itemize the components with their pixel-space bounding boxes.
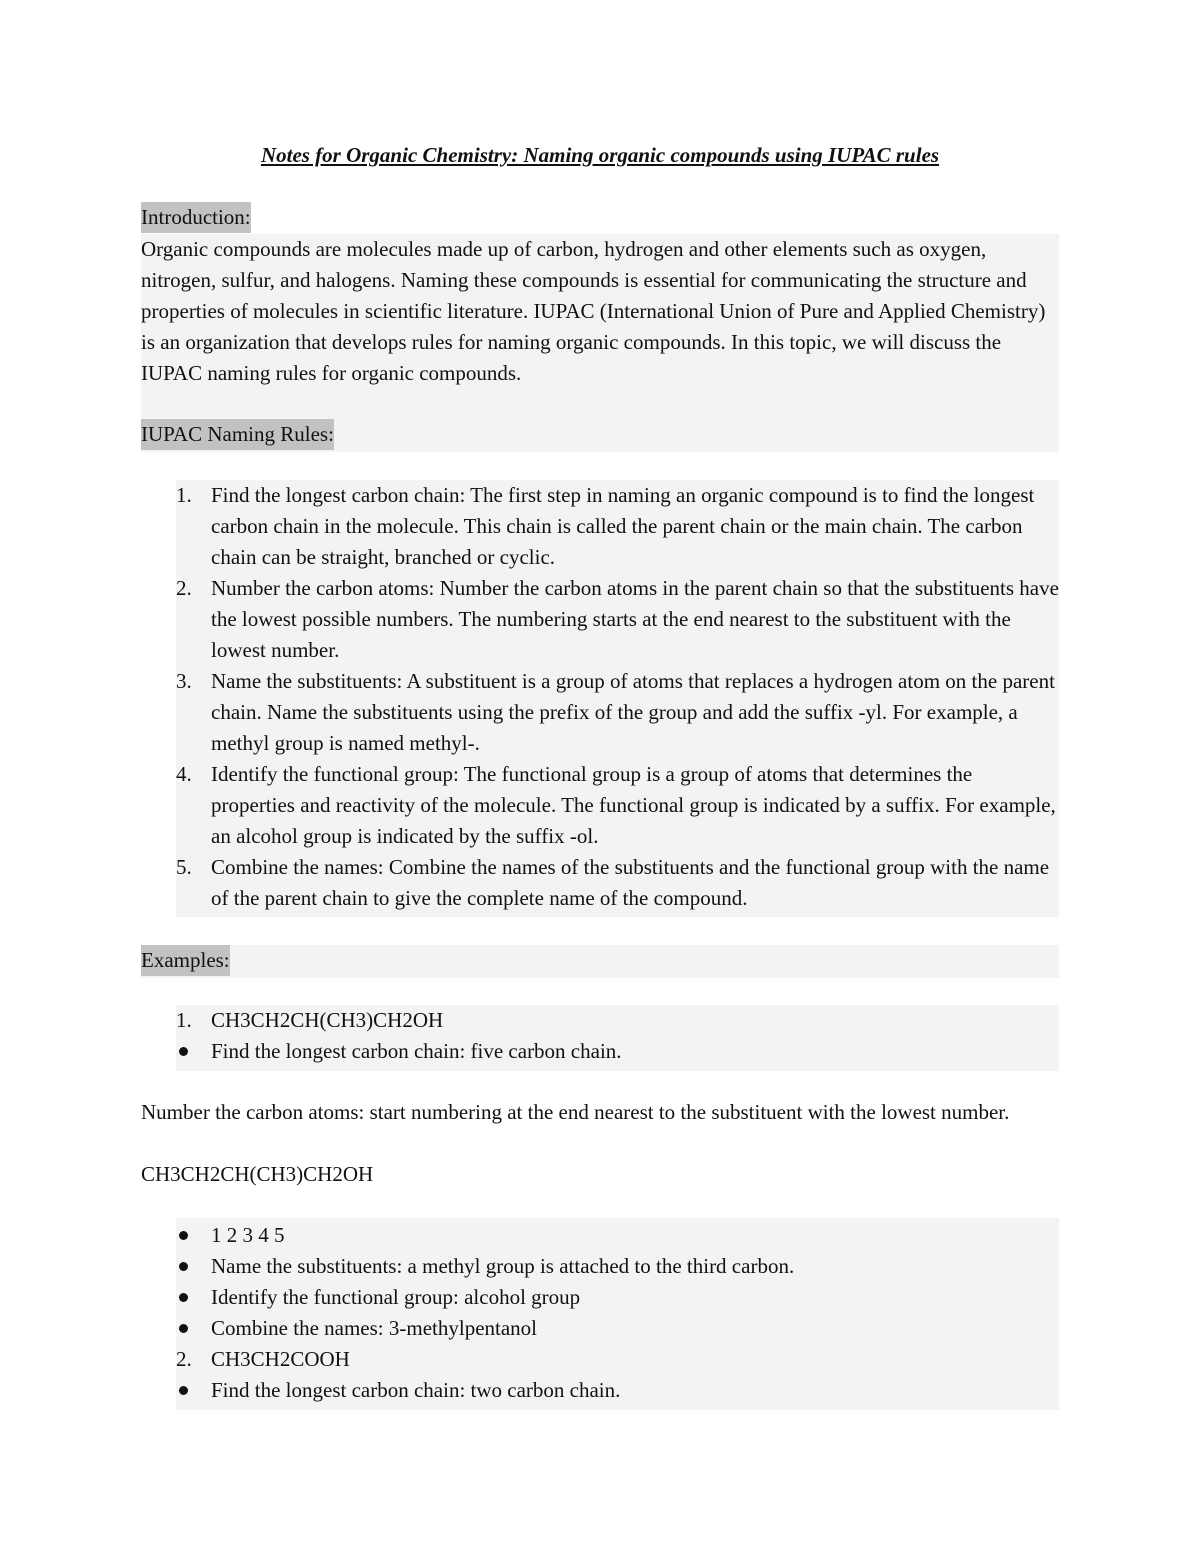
examples-list-1	[176, 1005, 1059, 1067]
bullet-icon	[179, 1324, 188, 1333]
list-item-text: Find the longest carbon chain: The first step in naming an organic compound is to find the longest carbon chain in the molecule. This chain is called the parent chain or the main chain. The carbon chain can be straight, branched or cyclic.	[211, 483, 1035, 569]
introduction-paragraph: Organic compounds are molecules made up of carbon, hydrogen and other elements such as oxygen, nitrogen, sulfur, and halogens. Naming these compounds is essential for communicating the structure and properties of molecules in scientific literature. IUPAC (International Union of Pure and Applied Chemistry) is an organization that develops rules for naming organic compounds. In this topic, we will discuss the IUPAC naming rules for organic compounds.	[141, 237, 1046, 385]
list-number: 1.	[176, 483, 192, 507]
list-item	[176, 1375, 1059, 1406]
list-item-text: Identify the functional group: The functional group is a group of atoms that determines the properties and reactivity of the molecule. The functional group is indicated by a suffix. For example, an alcohol group is indicated by the suffix -ol.	[211, 762, 1056, 848]
examples-list-2	[176, 1220, 1059, 1406]
list-item	[176, 1220, 1059, 1251]
list-number: 2.	[176, 1347, 192, 1371]
list-item	[176, 480, 1059, 573]
examples-heading: Examples:	[141, 945, 230, 976]
list-item-text: Find the longest carbon chain: five carbon chain.	[211, 1039, 622, 1063]
list-number: 5.	[176, 855, 192, 879]
rules-heading: IUPAC Naming Rules:	[141, 419, 334, 450]
list-number: 4.	[176, 762, 192, 786]
formula-line: CH3CH2CH(CH3)CH2OH	[141, 1162, 374, 1186]
list-item	[176, 1282, 1059, 1313]
list-item-text: Name the substituents: A substituent is a group of atoms that replaces a hydrogen atom on the parent chain. Name the substituents using the prefix of the group and add the suffix -yl. For example, a methyl group is named methyl-.	[211, 669, 1055, 755]
list-item-text: Identify the functional group: alcohol group	[211, 1285, 581, 1309]
bullet-icon	[179, 1231, 188, 1240]
examples-heading-shading	[141, 945, 1059, 978]
list-item-text: Name the substituents: a methyl group is attached to the third carbon.	[211, 1254, 795, 1278]
list-item-text: 1 2 3 4 5	[211, 1223, 285, 1247]
rules-list	[176, 480, 1059, 914]
list-item	[176, 573, 1059, 666]
bullet-icon	[179, 1047, 188, 1056]
list-item-text: CH3CH2COOH	[211, 1347, 350, 1371]
document-title: Notes for Organic Chemistry: Naming organic compounds using IUPAC rules	[260, 143, 940, 167]
list-item-text: Combine the names: Combine the names of the substituents and the functional group with the name of the parent chain to give the complete name of the compound.	[211, 855, 1050, 910]
list-item-text: Find the longest carbon chain: two carbon chain.	[211, 1378, 621, 1402]
list-number: 3.	[176, 669, 192, 693]
list-item	[176, 1036, 1059, 1067]
list-number: 2.	[176, 576, 192, 600]
numbering-paragraph: Number the carbon atoms: start numbering at the end nearest to the substituent with the lowest number.	[141, 1100, 1010, 1124]
bullet-icon	[179, 1262, 188, 1271]
bullet-icon	[179, 1386, 188, 1395]
list-item	[176, 1344, 1059, 1375]
list-item-text: Number the carbon atoms: Number the carbon atoms in the parent chain so that the substituents have the lowest possible numbers. The numbering starts at the end nearest to the substituent with the lowest number.	[211, 576, 1059, 662]
list-item	[176, 852, 1059, 914]
list-item-text: CH3CH2CH(CH3)CH2OH	[211, 1008, 444, 1032]
bullet-icon	[179, 1293, 188, 1302]
list-item	[176, 759, 1059, 852]
list-item	[176, 1313, 1059, 1344]
list-item-text: Combine the names: 3-methylpentanol	[211, 1316, 538, 1340]
list-number: 1.	[176, 1008, 192, 1032]
list-item	[176, 666, 1059, 759]
list-item	[176, 1005, 1059, 1036]
list-item	[176, 1251, 1059, 1282]
introduction-heading: Introduction:	[141, 202, 251, 233]
